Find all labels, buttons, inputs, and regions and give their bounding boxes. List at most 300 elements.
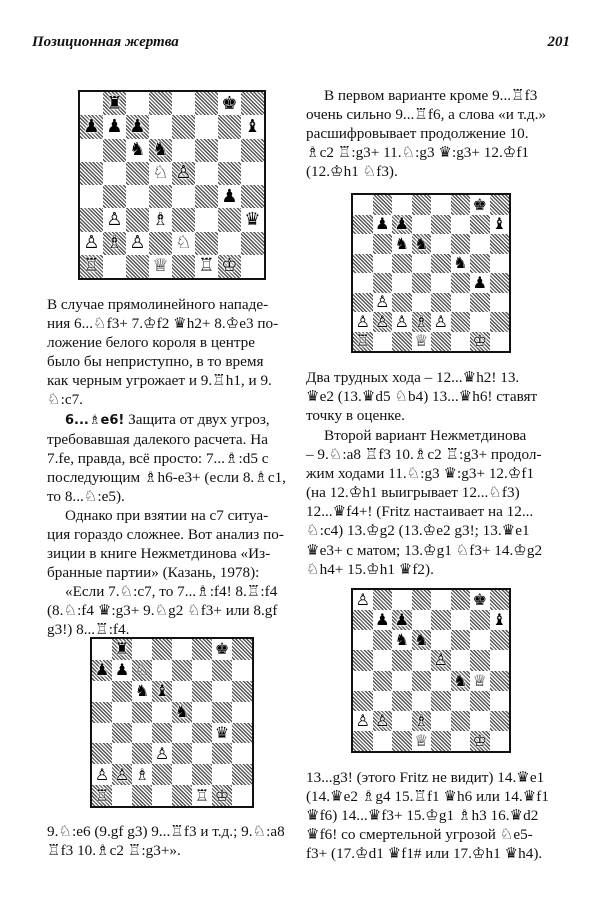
board-square (470, 630, 490, 650)
text-line: В случае прямолинейного нападе- (47, 296, 269, 313)
board-square (353, 273, 373, 293)
board-square (392, 195, 412, 215)
board-square (490, 630, 510, 650)
board-square (412, 630, 432, 650)
board-square (373, 711, 393, 731)
board-square (431, 610, 451, 630)
text-line: ♘:c7. (47, 391, 83, 409)
board-square (172, 139, 195, 162)
text-line: «Если 7.♘:c7, то 7...♗:f4! 8.♖:f4 (65, 583, 278, 600)
board-square (392, 711, 412, 731)
chess-piece-icon: ♟ (94, 660, 110, 680)
board-square (80, 92, 103, 115)
text-line: (8.♘:f4 ♛:g3+ 9.♘g2 ♘f3+ или 8.gf (47, 602, 278, 620)
board-square (80, 185, 103, 208)
chess-piece-icon: ♟ (106, 115, 123, 137)
board-square (451, 630, 471, 650)
board-square (490, 610, 510, 630)
board-square (152, 743, 172, 764)
board-square (212, 660, 232, 681)
text-line: Два трудных хода – 12...♛h2! 13. (306, 369, 520, 386)
board-square (152, 702, 172, 723)
chess-piece-icon: ♙ (355, 311, 370, 331)
board-square (218, 139, 241, 162)
page-header (0, 30, 600, 50)
board-square (172, 162, 195, 185)
board-square (490, 711, 510, 731)
board-square (152, 764, 172, 785)
chess-piece-icon: ♚ (221, 92, 238, 114)
board-square (392, 215, 412, 235)
text-line: Однако при взятии на c7 ситуа- (65, 507, 269, 524)
board-square (103, 115, 126, 138)
chess-piece-icon: ♞ (174, 702, 190, 722)
board-square (412, 731, 432, 751)
move-bold: 6...♗e6! (65, 413, 125, 428)
board-square (451, 610, 471, 630)
board-square (192, 764, 212, 785)
chess-diagram-4 (351, 588, 511, 753)
board-square (192, 785, 212, 806)
text-line: ♘:c4) 13.♔g2 (13.♔e2 g3!; 13.♛e1 (306, 522, 530, 540)
chessboard-grid (351, 193, 511, 353)
text-line: очень сильно 9...♖f6, а слова «и т.д.» (306, 106, 547, 124)
board-square (218, 208, 241, 231)
chess-diagram-3 (90, 637, 254, 808)
chess-piece-icon: ♖ (94, 785, 110, 805)
chess-piece-icon: ♙ (83, 232, 100, 254)
chess-piece-icon: ♝ (492, 610, 507, 630)
chess-piece-icon: ♟ (472, 272, 487, 292)
board-square (373, 254, 393, 274)
chess-piece-icon: ♟ (129, 115, 146, 137)
board-square (392, 691, 412, 711)
board-square (392, 332, 412, 352)
chess-piece-icon: ♕ (414, 730, 429, 750)
board-square (431, 711, 451, 731)
page-number: 201 (547, 34, 570, 50)
board-square (112, 785, 132, 806)
board-square (132, 764, 152, 785)
board-square (218, 162, 241, 185)
text-line: ция гораздо сложнее. Вот анализ по- (47, 526, 284, 544)
board-square (431, 691, 451, 711)
board-square (112, 702, 132, 723)
board-square (149, 232, 172, 255)
text-line: бранные партии» (Казань, 1978): (47, 564, 260, 582)
text-line: В первом варианте кроме 9...♖f3 (324, 87, 538, 104)
board-square (172, 639, 192, 660)
board-square (470, 234, 490, 254)
text-line: ♛f6) 14...♛f3+ 15.♔g1 ♗h3 16.♛d2 (306, 807, 539, 825)
board-square (353, 671, 373, 691)
board-square (412, 691, 432, 711)
chess-piece-icon: ♔ (472, 331, 487, 351)
board-square (92, 702, 112, 723)
text-line: ♖f3 10.♗c2 ♖:g3+». (47, 842, 181, 860)
board-square (149, 185, 172, 208)
chess-piece-icon: ♟ (221, 185, 238, 207)
chess-piece-icon: ♙ (394, 311, 409, 331)
board-square (241, 162, 264, 185)
board-square (195, 115, 218, 138)
board-square (152, 639, 172, 660)
board-square (132, 681, 152, 702)
board-square (470, 195, 490, 215)
text-line: Защита от двух угроз, (124, 411, 270, 428)
board-square (80, 115, 103, 138)
board-square (152, 785, 172, 806)
text-line: последующим ♗h6-e3+ (если 8.♗c1, (47, 469, 286, 487)
board-square (241, 232, 264, 255)
board-square (470, 610, 490, 630)
board-square (451, 234, 471, 254)
chess-piece-icon: ♘ (152, 162, 169, 184)
chess-piece-icon: ♙ (375, 311, 390, 331)
chess-piece-icon: ♟ (394, 214, 409, 234)
board-square (192, 660, 212, 681)
board-square (353, 691, 373, 711)
board-square (172, 115, 195, 138)
board-square (172, 232, 195, 255)
board-square (353, 312, 373, 332)
text-line: ♗c2 ♖:g3+ 11.♘:g3 ♛:g3+ 12.♔f1 (306, 144, 530, 162)
board-square (212, 743, 232, 764)
board-square (152, 723, 172, 744)
board-square (451, 293, 471, 313)
board-square (212, 764, 232, 785)
text-line: точку в оценке. (306, 407, 405, 425)
chess-piece-icon: ♞ (152, 139, 169, 161)
chess-piece-icon: ♙ (129, 232, 146, 254)
board-square (172, 702, 192, 723)
board-square (431, 630, 451, 650)
board-square (412, 195, 432, 215)
board-square (241, 139, 264, 162)
board-square (132, 639, 152, 660)
board-square (92, 723, 112, 744)
text-line: f3+ (17.♔d1 ♛f1# или 17.♔h1 ♛h4). (306, 845, 543, 863)
chess-piece-icon: ♞ (414, 233, 429, 253)
text-line: (12.♔h1 ♘f3). (306, 163, 398, 181)
text-line: (на 12.♔h1 выигрывает 12...♘f3) (306, 484, 520, 502)
board-square (451, 731, 471, 751)
board-square (92, 764, 112, 785)
board-square (353, 590, 373, 610)
board-square (412, 254, 432, 274)
board-square (451, 590, 471, 610)
chess-piece-icon: ♕ (414, 331, 429, 351)
chess-piece-icon: ♟ (375, 610, 390, 630)
board-square (373, 671, 393, 691)
board-square (152, 681, 172, 702)
board-square (232, 681, 252, 702)
board-square (431, 293, 451, 313)
board-square (412, 273, 432, 293)
board-square (195, 162, 218, 185)
board-square (470, 650, 490, 670)
board-square (392, 610, 412, 630)
board-square (80, 232, 103, 255)
chess-piece-icon: ♔ (472, 730, 487, 750)
board-square (412, 293, 432, 313)
board-square (126, 255, 149, 278)
board-square (373, 590, 393, 610)
board-square (392, 671, 412, 691)
chess-piece-icon: ♟ (114, 660, 130, 680)
right-para-3 (306, 426, 558, 579)
board-square (132, 743, 152, 764)
board-square (80, 139, 103, 162)
text-lines (47, 822, 293, 860)
board-square (353, 731, 373, 751)
text-lines (306, 426, 558, 579)
board-square (172, 660, 192, 681)
chess-piece-icon: ♘ (134, 660, 150, 680)
left-para-4 (47, 582, 293, 639)
board-square (431, 312, 451, 332)
board-square (232, 639, 252, 660)
board-square (103, 139, 126, 162)
board-square (195, 232, 218, 255)
board-square (103, 232, 126, 255)
left-para-5 (47, 822, 293, 860)
right-para-4 (306, 768, 558, 863)
board-square (172, 743, 192, 764)
board-square (132, 702, 152, 723)
chessboard-grid (90, 637, 254, 808)
board-square (490, 195, 510, 215)
board-square (218, 185, 241, 208)
text-line: было бы неприступно, в то время (47, 353, 264, 371)
board-square (470, 273, 490, 293)
board-square (373, 195, 393, 215)
board-square (470, 671, 490, 691)
board-square (392, 731, 412, 751)
text-lines (306, 86, 558, 181)
board-square (103, 208, 126, 231)
chess-piece-icon: ♝ (154, 681, 170, 701)
board-square (232, 660, 252, 681)
board-square (490, 650, 510, 670)
board-square (392, 234, 412, 254)
text-line: ложение белого короля в центре (47, 334, 255, 352)
board-square (412, 671, 432, 691)
chess-piece-icon: ♚ (472, 194, 487, 214)
board-square (490, 691, 510, 711)
chess-piece-icon: ♖ (83, 255, 100, 277)
board-square (392, 293, 412, 313)
board-square (126, 115, 149, 138)
left-para-1 (47, 295, 293, 410)
board-square (470, 293, 490, 313)
left-para-2 (47, 410, 293, 506)
left-para-3 (47, 506, 293, 582)
board-square (126, 139, 149, 162)
board-square (112, 681, 132, 702)
running-title: Позиционная жертва (32, 34, 179, 50)
board-square (451, 215, 471, 235)
board-square (470, 312, 490, 332)
board-square (373, 312, 393, 332)
board-square (241, 185, 264, 208)
board-square (126, 232, 149, 255)
board-square (192, 723, 212, 744)
text-line: ния 6...♘f3+ 7.♔f2 ♛h2+ 8.♔e3 по- (47, 315, 279, 333)
text-line: жим ходами 11.♘:g3 ♛:g3+ 12.♔f1 (306, 465, 535, 483)
board-square (149, 139, 172, 162)
board-square (132, 785, 152, 806)
text-line: Второй вариант Нежметдинова (324, 427, 527, 444)
chess-piece-icon: ♖ (198, 255, 215, 277)
board-square (212, 702, 232, 723)
board-square (470, 691, 490, 711)
board-square (126, 208, 149, 231)
board-square (490, 215, 510, 235)
board-square (232, 764, 252, 785)
board-square (149, 208, 172, 231)
board-square (431, 254, 451, 274)
board-square (470, 254, 490, 274)
text-line: g3!) 8...♖:f4. (47, 621, 130, 639)
board-square (241, 255, 264, 278)
board-square (132, 723, 152, 744)
board-square (451, 312, 471, 332)
chess-piece-icon: ♞ (394, 630, 409, 650)
chess-piece-icon: ♙ (114, 764, 130, 784)
text-line: 7.fe, правда, всё просто: 7...♗:d5 с (47, 450, 269, 468)
board-square (373, 691, 393, 711)
chess-piece-icon: ♞ (134, 681, 150, 701)
board-square (373, 731, 393, 751)
board-square (353, 195, 373, 215)
text-line: то 8...♘:e5). (47, 488, 125, 506)
chess-piece-icon: ♙ (175, 162, 192, 184)
chess-piece-icon: ♙ (355, 710, 370, 730)
board-square (431, 234, 451, 254)
chess-piece-icon: ♗ (414, 710, 429, 730)
chess-piece-icon: ♞ (129, 139, 146, 161)
board-square (353, 215, 373, 235)
chess-piece-icon: ♜ (114, 639, 130, 659)
chess-piece-icon: ♖ (355, 331, 370, 351)
board-square (373, 215, 393, 235)
board-square (212, 639, 232, 660)
chess-piece-icon: ♙ (94, 764, 110, 784)
text-line: ♘h4+ 15.♔h1 ♛f2). (306, 560, 434, 578)
board-square (431, 731, 451, 751)
text-lines (306, 368, 558, 425)
board-square (172, 208, 195, 231)
chess-piece-icon: ♙ (375, 292, 390, 312)
chess-piece-icon: ♗ (414, 311, 429, 331)
chess-piece-icon: ♟ (83, 115, 100, 137)
chess-piece-icon: ♗ (106, 232, 123, 254)
chess-piece-icon: ♞ (453, 253, 468, 273)
chessboard-grid (351, 588, 511, 753)
board-square (92, 743, 112, 764)
board-square (431, 590, 451, 610)
board-square (392, 630, 412, 650)
board-square (195, 139, 218, 162)
board-square (132, 660, 152, 681)
board-square (392, 590, 412, 610)
chess-diagram-1 (78, 90, 266, 280)
board-square (412, 610, 432, 630)
chess-piece-icon: ♛ (214, 722, 230, 742)
text-line: 9.♘:e6 (9.gf g3) 9...♖f3 и т.д.; 9.♘:a8 (47, 823, 285, 840)
chess-piece-icon: ♗ (152, 208, 169, 230)
board-square (373, 650, 393, 670)
board-square (353, 234, 373, 254)
board-square (192, 639, 212, 660)
chess-piece-icon: ♟ (375, 214, 390, 234)
text-line: расшифровывает продолжение 10. (306, 125, 529, 143)
board-square (241, 208, 264, 231)
board-square (490, 273, 510, 293)
board-square (451, 332, 471, 352)
text-lines (47, 506, 293, 582)
text-line: – 9.♘:a8 ♖f3 10.♗c2 ♖:g3+ продол- (306, 446, 542, 464)
board-square (490, 731, 510, 751)
board-square (103, 162, 126, 185)
chess-piece-icon: ♙ (154, 743, 170, 763)
board-square (353, 711, 373, 731)
chess-piece-icon: ♙ (433, 311, 448, 331)
board-square (232, 702, 252, 723)
board-square (112, 723, 132, 744)
right-para-2 (306, 368, 558, 425)
board-square (412, 234, 432, 254)
board-square (470, 590, 490, 610)
board-square (470, 215, 490, 235)
board-square (241, 115, 264, 138)
board-square (412, 711, 432, 731)
board-square (241, 92, 264, 115)
board-square (112, 639, 132, 660)
board-square (373, 610, 393, 630)
board-square (149, 255, 172, 278)
board-square (373, 273, 393, 293)
board-square (172, 785, 192, 806)
board-square (353, 650, 373, 670)
board-square (80, 255, 103, 278)
board-square (80, 162, 103, 185)
chess-piece-icon: ♙ (106, 208, 123, 230)
chess-piece-icon: ♔ (214, 785, 230, 805)
chess-piece-icon: ♛ (244, 208, 261, 230)
board-square (392, 312, 412, 332)
chess-piece-icon: ♞ (414, 630, 429, 650)
board-square (353, 610, 373, 630)
chess-piece-icon: ♙ (355, 590, 370, 610)
board-square (172, 764, 192, 785)
board-square (195, 208, 218, 231)
text-line: требовавшая далекого расчета. На (47, 431, 268, 449)
board-square (103, 92, 126, 115)
chess-piece-icon: ♕ (152, 255, 169, 277)
board-square (149, 92, 172, 115)
board-square (126, 162, 149, 185)
chess-diagram-2 (351, 193, 511, 353)
board-square (431, 332, 451, 352)
board-square (80, 208, 103, 231)
board-square (218, 255, 241, 278)
board-square (353, 293, 373, 313)
board-square (490, 332, 510, 352)
text-line: зиции в книге Нежметдинова «Из- (47, 545, 271, 563)
board-square (431, 215, 451, 235)
